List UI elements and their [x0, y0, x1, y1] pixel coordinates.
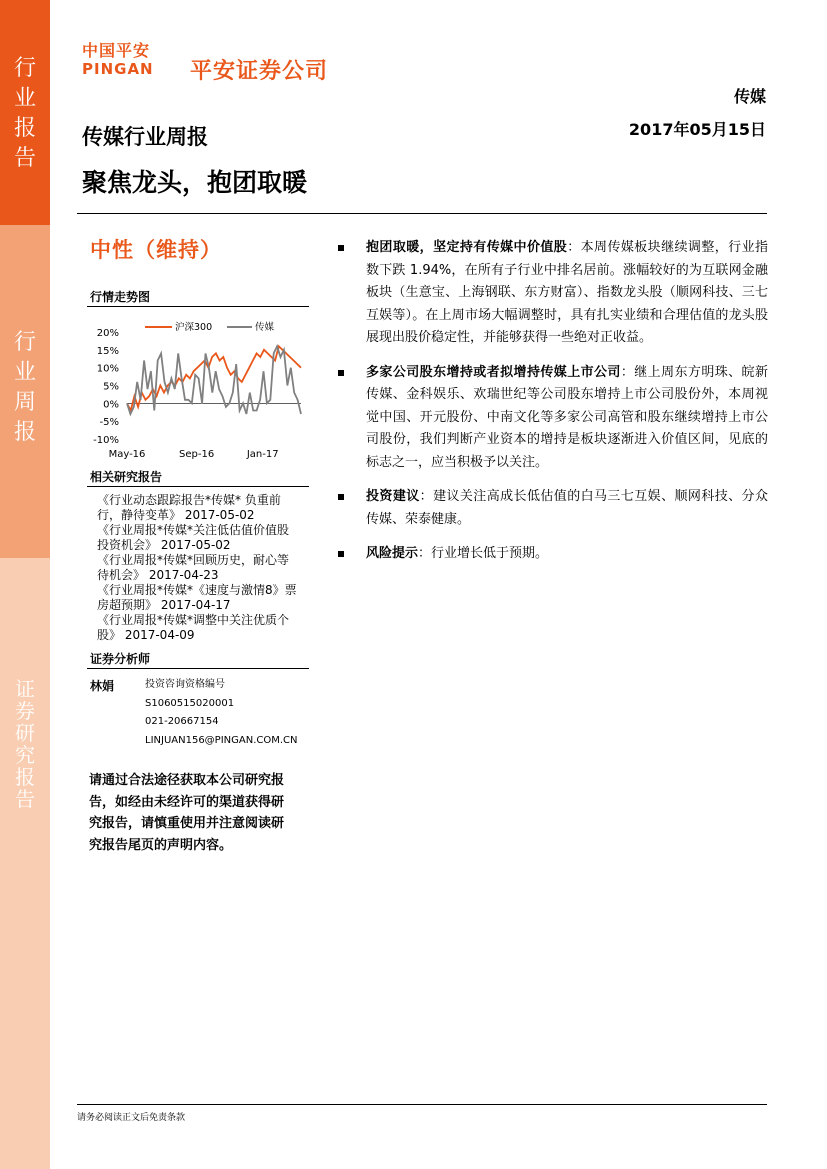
- related-section-rule: [87, 486, 309, 487]
- summary-bullets: [336, 237, 768, 578]
- sidebar-char-block2-2: 周: [13, 390, 36, 415]
- pingan-logo: [82, 42, 154, 78]
- industry-label: 传媒: [733, 87, 766, 106]
- related-report-line2: 行，静待变革》 2017-05-02: [97, 508, 255, 522]
- y-tick-label: 5%: [103, 381, 119, 393]
- bullet-square-icon: [338, 370, 344, 376]
- sidebar-char-block2-1: 业: [13, 360, 36, 385]
- summary-bullet: [336, 543, 768, 566]
- bullet-body: ：本周传媒板块继续调整，行业指数下跌 1.94%，在所有子行业中排名居前。涨幅较好的为互联网金融板块（生意宝、上海钢联、东方财富）、指数龙头股（顺网科技、三七互娱等）。在上周市场大幅调整时，具有扎实业绩和合理估值的龙头股展现出股价稳定性，并能够获得一些绝对正收益。: [366, 240, 768, 345]
- logo-chinese: 中国平安: [82, 41, 151, 60]
- x-tick-label: May-16: [108, 449, 146, 460]
- logo-english: PINGAN: [82, 60, 154, 78]
- related-section-label: 相关研究报告: [90, 470, 163, 484]
- sidebar-char-block2-3: 报: [13, 420, 36, 445]
- sidebar-char-block1-0: 行: [13, 56, 36, 81]
- sidebar-char-block1-2: 报: [13, 116, 36, 141]
- analyst-cert-no: S1060515020001: [145, 697, 235, 709]
- report-date: 2017年05月15日: [628, 120, 766, 139]
- summary-bullet: [336, 486, 768, 531]
- bullet-heading: 风险提示: [366, 546, 419, 561]
- legend-label-media: 传媒: [255, 322, 275, 333]
- related-report-line1: 《行业周报*传媒*调整中关注优质个: [97, 613, 290, 627]
- access-disclaimer: 请通过合法途径获取本公司研究报告，如经由未经许可的渠道获得研究报告，请慎重使用并注意阅读研究报告尾页的声明内容。: [89, 773, 285, 853]
- analyst-section-label: 证券分析师: [90, 652, 151, 666]
- bullet-square-icon: [338, 494, 344, 500]
- sidebar-char-block3-2: 研: [15, 721, 35, 745]
- analyst-email[interactable]: LINJUAN156@PINGAN.COM.CN: [145, 734, 298, 746]
- related-report-item[interactable]: [97, 523, 309, 553]
- related-report-line1: 《行业动态跟踪报告*传媒* 负重前: [97, 493, 281, 507]
- sidebar-char-block3-0: 证: [15, 677, 35, 701]
- analyst-phone: 021-20667154: [145, 716, 219, 727]
- related-report-line2: 投资机会》 2017-05-02: [97, 538, 231, 552]
- related-report-line2: 待机会》 2017-04-23: [97, 568, 219, 582]
- analyst-info: [145, 676, 298, 750]
- sidebar-text-weekly: [0, 328, 50, 448]
- header-divider: [77, 213, 767, 214]
- summary-bullet: [336, 237, 768, 350]
- x-tick-label: Jan-17: [246, 449, 279, 460]
- related-report-line1: 《行业周报*传媒*《速度与激情8》票: [97, 583, 297, 597]
- y-tick-label: -10%: [93, 435, 119, 446]
- bullet-heading: 抱团取暖，坚定持有传媒中价值股: [366, 240, 568, 255]
- report-subtitle: 传媒行业周报: [82, 125, 208, 149]
- rating: 中性（维持）: [90, 238, 222, 262]
- bullet-heading: 多家公司股东增持或者拟增持传媒上市公司: [366, 364, 621, 380]
- related-report-line2: 股》 2017-04-09: [97, 628, 195, 642]
- related-report-line1: 《行业周报*传媒*回顾历史，耐心等: [97, 553, 290, 567]
- chart-section-label: 行情走势图: [90, 290, 151, 304]
- sidebar-char-block1-1: 业: [13, 86, 36, 111]
- sidebar-text-research: [0, 678, 50, 810]
- sidebar-block-research: [0, 558, 50, 1169]
- bullet-body: ：行业增长低于预期。: [418, 546, 549, 561]
- analyst-cert-label: 投资咨询资格编号: [145, 679, 225, 690]
- footer-note: 请务必阅读正文后免责条款: [77, 1113, 186, 1123]
- analyst-section-rule: [87, 668, 309, 669]
- sidebar-text-industry-report: [0, 54, 50, 174]
- y-tick-label: 10%: [96, 363, 119, 375]
- y-tick-label: 20%: [96, 328, 119, 339]
- bullet-body: ：继上周东方明珠、皖新传媒、金科娱乐、欢瑞世纪等公司股东增持上市公司股份外，本周视觉中国、开元股份、中南文化等多家公司高管和股东继续增持上市公司股份，我们判断产业资本的增持是板块逐渐进入价值区间，见底的标志之一，应当积极予以关注。: [366, 364, 768, 470]
- bullet-body: ：建议关注高成长低估值的白马三七互娱、顺网科技、分众传媒、荣泰健康。: [366, 489, 768, 527]
- y-tick-label: -5%: [99, 417, 119, 429]
- y-tick-label: 0%: [103, 399, 119, 411]
- sidebar-char-block3-3: 究: [15, 743, 35, 767]
- sidebar-char-block3-4: 报: [15, 765, 35, 789]
- bullet-square-icon: [338, 245, 344, 251]
- footer-divider: [77, 1104, 767, 1105]
- related-reports-list: [97, 493, 309, 643]
- legend-label-hs300: 沪深300: [175, 322, 213, 333]
- related-report-line2: 房超预期》 2017-04-17: [97, 598, 231, 612]
- summary-bullet: [336, 362, 768, 475]
- company-name: 平安证券公司: [190, 59, 329, 84]
- related-report-item[interactable]: [97, 613, 309, 643]
- related-report-item[interactable]: [97, 553, 309, 583]
- y-tick-label: 15%: [96, 345, 119, 357]
- x-tick-label: Sep-16: [179, 449, 215, 460]
- sidebar-char-block3-5: 告: [15, 787, 35, 811]
- sidebar-char-block1-3: 告: [13, 146, 36, 171]
- related-report-item[interactable]: [97, 583, 309, 613]
- sidebar-char-block3-1: 券: [15, 699, 35, 723]
- report-title: 聚焦龙头，抱团取暖: [82, 168, 308, 197]
- analyst-name: 林娟: [90, 679, 115, 693]
- bullet-square-icon: [338, 551, 344, 557]
- series-line-media: [127, 346, 301, 414]
- bullet-heading: 投资建议: [366, 489, 420, 504]
- market-trend-chart: [87, 312, 309, 462]
- related-report-item[interactable]: [97, 493, 309, 523]
- sidebar-char-block2-0: 行: [13, 330, 36, 355]
- chart-section-rule: [87, 306, 309, 307]
- related-report-line1: 《行业周报*传媒*关注低估值价值股: [97, 523, 290, 537]
